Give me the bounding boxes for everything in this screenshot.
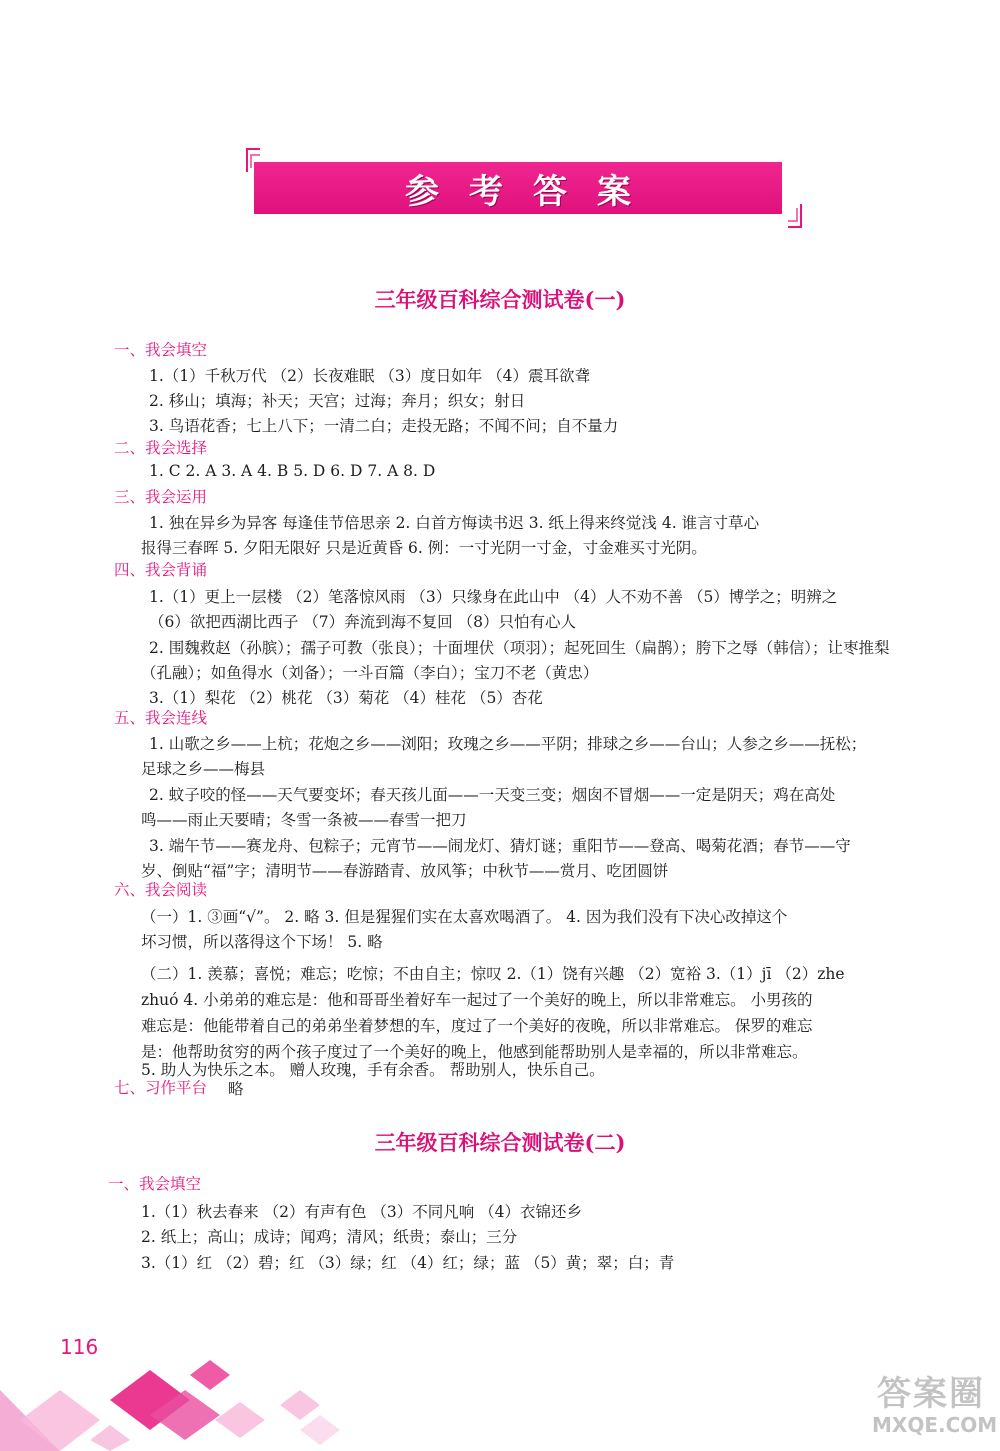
page-number: 116 bbox=[60, 1335, 99, 1359]
answer-line: 1. 山歌之乡——上杭；花炮之乡——浏阳；玫瑰之乡——平阴；排球之乡——台山；人参之乡——抚松； bbox=[149, 735, 867, 753]
banner-bar bbox=[254, 162, 782, 214]
answer-line: （孔融）；如鱼得水（刘备）；一斗百篇（李白）；宝刀不老（黄忠） bbox=[141, 664, 599, 682]
answer-line: 2. 移山；填海；补天；天宫；过海；奔月；织女；射日 bbox=[149, 392, 526, 410]
section-heading: 一、我会填空 bbox=[108, 1175, 202, 1193]
answer-line: 1.（1）更上一层楼 （2）笔落惊风雨 （3）只缘身在此山中 （4）人不劝不善 （5）博学之；明辨之 bbox=[149, 588, 838, 606]
answer-key-banner bbox=[246, 148, 802, 228]
answer-line: （二）1. 羡慕；喜悦；难忘；吃惊；不由自主；惊叹 2.（1）饶有兴趣 （2）宽裕 3.（1）jī （2）zhe bbox=[141, 965, 845, 983]
test-title: 三年级百科综合测试卷(二) bbox=[374, 1130, 626, 1155]
answer-line: 1. 独在异乡为异客 每逢佳节倍思亲 2. 白首方悔读书迟 3. 纸上得来终觉浅 4. 谁言寸草心 bbox=[149, 514, 760, 532]
watermark-logo-text: 答案圈 bbox=[877, 1374, 985, 1414]
answer-line: 2. 蚊子咬的怪——天气要变坏；春天孩儿面——一天变三变；烟囱不冒烟——一定是阴天；鸡在高处 bbox=[149, 786, 836, 804]
section-heading: 二、我会选择 bbox=[114, 439, 208, 457]
section-heading: 一、我会填空 bbox=[114, 341, 208, 359]
section-heading: 三、我会运用 bbox=[114, 488, 208, 506]
answer-line: 2. 围魏救赵（孙膑）；孺子可教（张良）；十面埋伏（项羽）；起死回生（扁鹊）；胯下之辱（韩信）；让枣推梨 bbox=[149, 639, 890, 657]
pink-diamond-decoration bbox=[0, 1360, 560, 1451]
test-title: 三年级百科综合测试卷(一) bbox=[374, 287, 626, 312]
answer-line: 足球之乡——梅县 bbox=[141, 760, 266, 778]
answer-line: 1.（1）秋去春来 （2）有声有色 （3）不同凡响 （4）衣锦还乡 bbox=[141, 1203, 583, 1221]
answer-line: 1. C 2. A 3. A 4. B 5. D 6. D 7. A 8. D bbox=[149, 462, 436, 480]
answer-line: 是：他帮助贫穷的两个孩子度过了一个美好的晚上，他感到能帮助别人是幸福的，所以非常难忘。 bbox=[141, 1043, 808, 1061]
section-heading: 四、我会背诵 bbox=[114, 561, 208, 579]
banner-corner-decoration bbox=[788, 208, 798, 222]
answer-line: 略 bbox=[228, 1080, 244, 1098]
answer-line: zhuó 4. 小弟弟的难忘是：他和哥哥坐着好车一起过了一个美好的晚上，所以非常难忘。 小男孩的 bbox=[141, 991, 813, 1009]
answer-line: 5. 助人为快乐之本。 赠人玫瑰，手有余香。 帮助别人，快乐自己。 bbox=[141, 1061, 605, 1079]
answer-line: 难忘是：他能带着自己的弟弟坐着梦想的车，度过了一个美好的夜晚，所以非常难忘。 保罗的难忘 bbox=[141, 1017, 813, 1035]
answer-line: 3.（1）梨花 （2）桃花 （3）菊花 （4）桂花 （5）杏花 bbox=[149, 689, 543, 707]
answer-line: 岁、倒贴“福”字；清明节——春游踏青、放风筝；中秋节——赏月、吃团圆饼 bbox=[141, 862, 669, 880]
section-heading: 五、我会连线 bbox=[114, 709, 208, 727]
answer-line: （一）1. ③画“√”。 2. 略 3. 但是猩猩们实在太喜欢喝酒了。 4. 因为我们没有下决心改掉这个 bbox=[141, 908, 788, 926]
section-heading: 七、习作平台 bbox=[114, 1079, 208, 1097]
answer-line: 报得三春晖 5. 夕阳无限好 只是近黄昏 6. 例：一寸光阴一寸金，寸金难买寸光阴。 bbox=[141, 539, 707, 557]
watermark-url: MXQE.COM bbox=[872, 1413, 998, 1437]
answer-line: 3. 鸟语花香；七上八下；一清二白；走投无路；不闻不问；自不量力 bbox=[149, 417, 619, 435]
answer-line: 坏习惯，所以落得这个下场！ 5. 略 bbox=[141, 933, 383, 951]
banner-title: 参考答案 bbox=[405, 171, 661, 212]
answer-line: 3. 端午节——赛龙舟、包粽子；元宵节——闹龙灯、猜灯谜；重阳节——登高、喝菊花酒；春节——守 bbox=[149, 837, 851, 855]
answer-line: 3.（1）红 （2）碧；红 （3）绿；红 （4）红；绿；蓝 （5）黄；翠；白；青 bbox=[141, 1254, 675, 1272]
answer-line: 1.（1）千秋万代 （2）长夜难眠 （3）度日如年 （4）震耳欲聋 bbox=[149, 367, 591, 385]
answer-line: 2. 纸上；高山；成诗；闻鸡；清风；纸贵；泰山；三分 bbox=[141, 1228, 518, 1246]
section-heading: 六、我会阅读 bbox=[114, 881, 208, 899]
answer-line: 鸣——雨止天要晴；冬雪一条被——春雪一把刀 bbox=[141, 811, 467, 829]
watermark bbox=[872, 1374, 998, 1445]
answer-line: （6）欲把西湖比西子 （7）奔流到海不复回 （8）只怕有心人 bbox=[149, 613, 576, 631]
